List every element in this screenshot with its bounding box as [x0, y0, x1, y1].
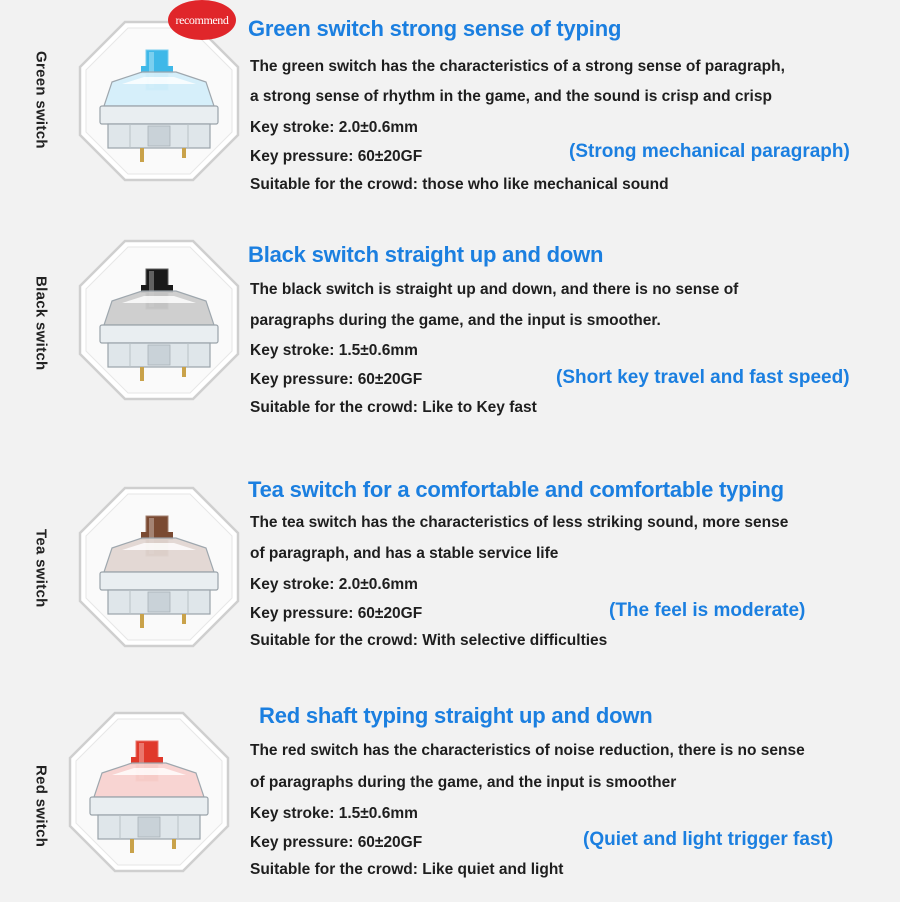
- description-line-1: The green switch has the characteristics of a strong sense of paragraph,: [250, 58, 785, 75]
- section-black-switch: [0, 226, 900, 451]
- section-green-switch: [0, 0, 900, 225]
- suitable-crowd: Suitable for the crowd: those who like mechanical sound: [250, 176, 669, 193]
- description-line-2: paragraphs during the game, and the input is smoother.: [250, 312, 661, 329]
- key-stroke: Key stroke: 2.0±0.6mm: [250, 119, 418, 136]
- side-label: Tea switch: [32, 528, 50, 608]
- feature-note: (Quiet and light trigger fast): [583, 829, 834, 850]
- key-stroke: Key stroke: 2.0±0.6mm: [250, 576, 418, 593]
- feature-note: (Short key travel and fast speed): [556, 367, 850, 388]
- side-label: Red switch: [32, 764, 50, 848]
- blue-switch-icon: [78, 20, 240, 182]
- suitable-crowd: Suitable for the crowd: Like quiet and light: [250, 861, 564, 878]
- key-pressure: Key pressure: 60±20GF: [250, 834, 423, 851]
- description-line-1: The tea switch has the characteristics of less striking sound, more sense: [250, 514, 789, 531]
- section-red-switch: [0, 677, 900, 902]
- key-stroke: Key stroke: 1.5±0.6mm: [250, 342, 418, 359]
- red-switch-icon: [68, 711, 230, 873]
- description-line-1: The black switch is straight up and down, and there is no sense of: [250, 281, 739, 298]
- section-tea-switch: [0, 452, 900, 677]
- section-title: Red shaft typing straight up and down: [259, 703, 653, 728]
- section-title: Black switch straight up and down: [248, 242, 604, 267]
- key-pressure: Key pressure: 60±20GF: [250, 148, 423, 165]
- description-line-1: The red switch has the characteristics of noise reduction, there is no sense: [250, 742, 805, 759]
- description-line-2: of paragraphs during the game, and the input is smoother: [250, 774, 677, 791]
- recommend-badge: recommend: [168, 0, 236, 40]
- key-pressure: Key pressure: 60±20GF: [250, 605, 423, 622]
- feature-note: (The feel is moderate): [609, 600, 806, 621]
- key-pressure: Key pressure: 60±20GF: [250, 371, 423, 388]
- side-label: Green switch: [32, 51, 50, 149]
- description-line-2: a strong sense of rhythm in the game, and the sound is crisp and crisp: [250, 88, 772, 105]
- brown-switch-icon: [78, 486, 240, 648]
- suitable-crowd: Suitable for the crowd: With selective difficulties: [250, 632, 608, 649]
- key-stroke: Key stroke: 1.5±0.6mm: [250, 805, 418, 822]
- section-title: Green switch strong sense of typing: [248, 16, 622, 41]
- description-line-2: of paragraph, and has a stable service life: [250, 545, 559, 562]
- suitable-crowd: Suitable for the crowd: Like to Key fast: [250, 399, 537, 416]
- side-label: Black switch: [32, 275, 50, 371]
- section-title: Tea switch for a comfortable and comfortable typing: [248, 477, 784, 502]
- black-switch-icon: [78, 239, 240, 401]
- feature-note: (Strong mechanical paragraph): [569, 141, 850, 162]
